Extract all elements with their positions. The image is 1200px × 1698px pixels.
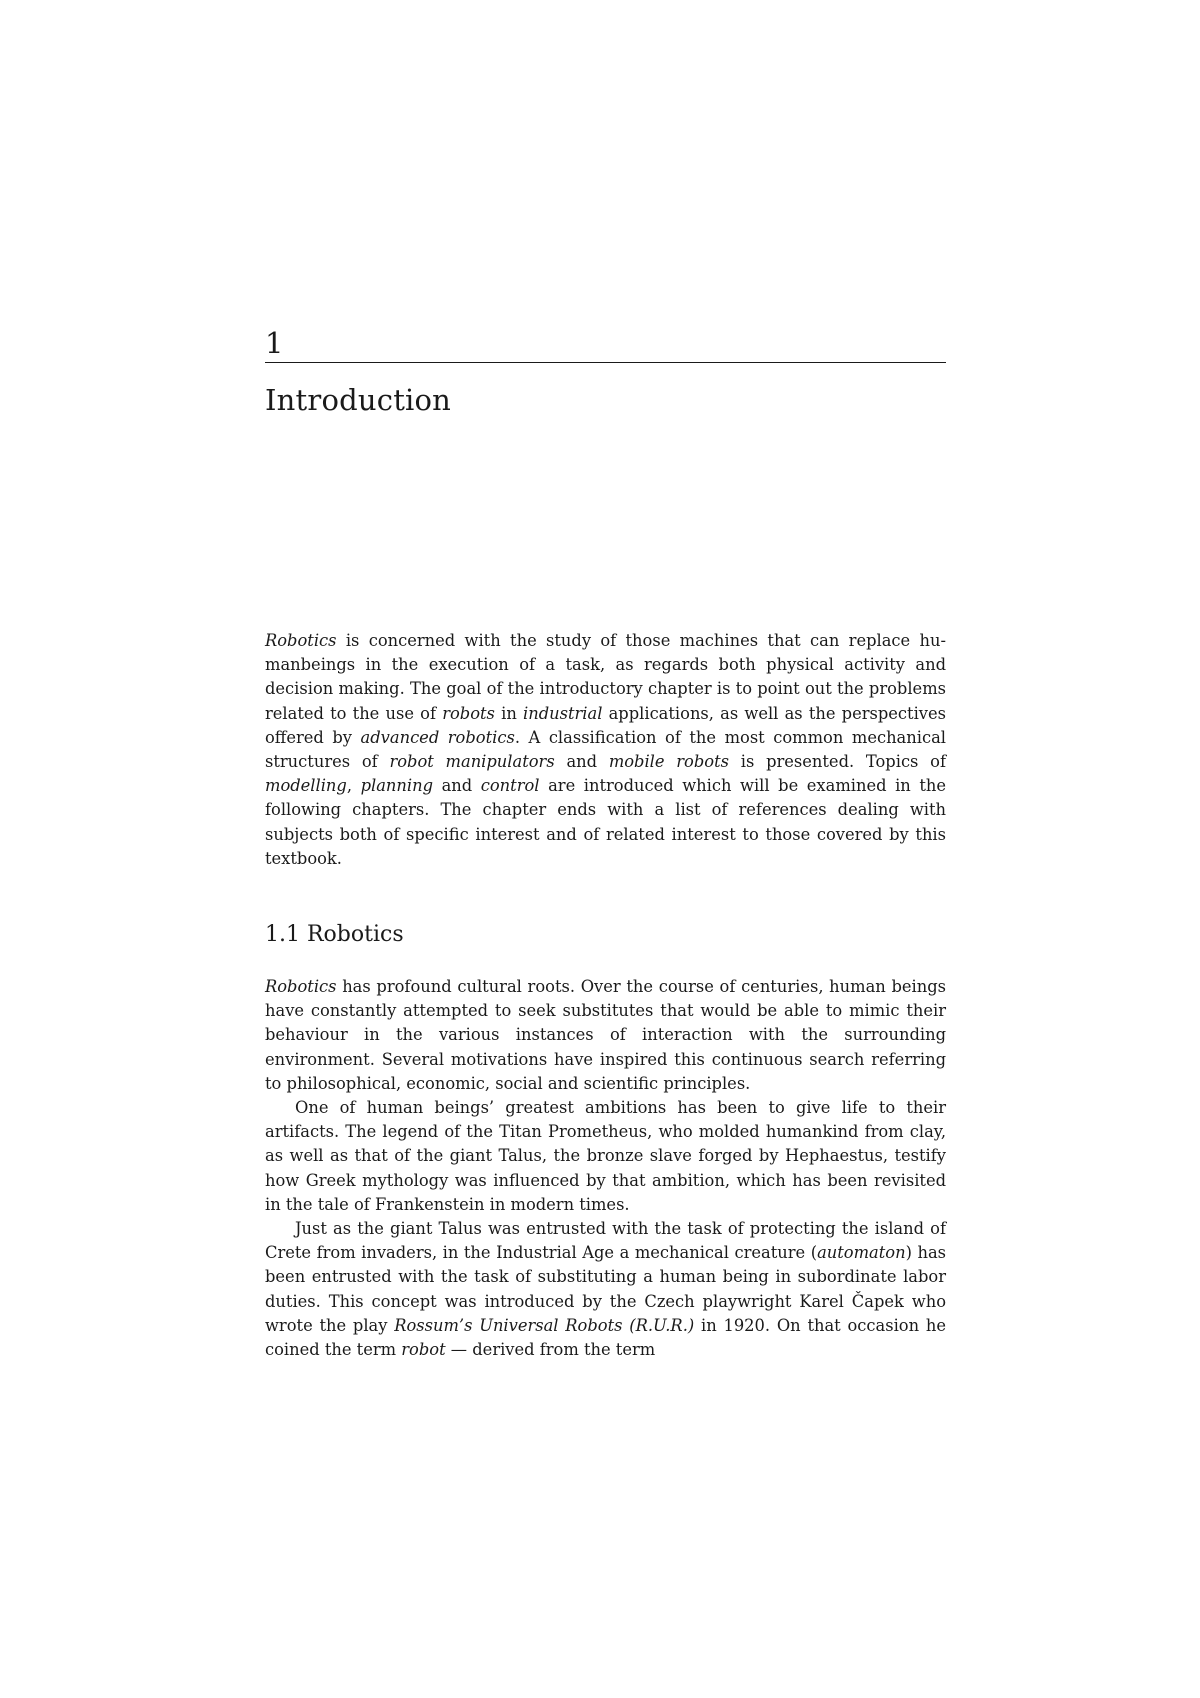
text-run: ) has been entrusted with the task of substituting a human being in subordinate labor duties. This concept was introduced by the Czech playwright Karel Čapek who wrote the play [265,1243,947,1335]
section-body [265,975,946,1362]
text-run: and [554,752,609,772]
emphasized-term: robot manipulators [389,752,555,772]
text-run: has profound cultural roots. Over the course of centuries, human beings have constantly attempted to seek substitutes that would be able to mimic their behaviour in the various instances of interaction with the surrounding environment. Several motivations have inspired this continuous search referring to philosophical, economic, social and scientific principles. [265,977,946,1093]
section-paragraph-2 [265,1096,946,1217]
emphasized-term: advanced robotics [360,727,515,747]
emphasized-term: automaton [817,1243,906,1263]
section-paragraph-1 [265,975,946,1096]
text-run: is concerned with the study of those machines that can replace humanbeings in the execution of a task, as regards both physical activity and decision making. The goal of the introductory chapter is to point out the problems related to the use of [265,631,946,723]
text-run: in [494,703,523,723]
emphasized-term: modelling [265,776,347,796]
text-run: Just as the giant Talus was entrusted with the task of protecting the island of Crete from invaders, in the Industrial Age a mechanical creature ( [265,1219,946,1263]
emphasized-term: robot [401,1340,446,1360]
chapter-title: Introduction [265,383,452,417]
emphasized-term: industrial [523,703,603,723]
emphasized-term: Robotics [265,631,337,650]
section-title: 1.1 Robotics [265,922,404,947]
emphasized-term: Rossum’s Universal Robots (R.U.R.) [394,1315,695,1335]
text-run: in 1920. On that occasion he coined the term [265,1315,946,1360]
emphasized-term: robots [442,703,495,723]
section-paragraph-3 [265,1217,946,1362]
text-run: . A classification of the most common mechanical structures of [265,727,946,772]
text-run: One of human beings’ greatest ambitions has been to give life to their artifacts. The legend of the Titan Prometheus, who molded humankind from clay, as well as that of the giant Talus, the bronze slave forged by Hephaestus, testify how Greek mythology was influenced by that ambition, which has been revisited in the tale of Frankenstein in modern times. [265,1098,946,1214]
text-run: is presented. Topics of [729,752,946,772]
emphasized-term: planning [360,776,434,796]
emphasized-term: mobile robots [608,752,729,772]
text-run: — derived from the term [445,1340,656,1360]
abstract-paragraph [265,629,946,871]
chapter-abstract [265,629,946,871]
emphasized-term: control [480,776,540,796]
chapter-number: 1 [265,326,284,360]
text-run: , [346,776,361,796]
text-run: and [433,776,481,796]
text-run: applications, as well as the perspectives offered by [265,703,946,747]
emphasized-term: Robotics [265,977,337,996]
text-run: are introduced which will be examined in the following chapters. The chapter ends with a list of references dealing with subjects both of specific interest and of related interest to those covered by this textbook. [265,776,946,868]
chapter-rule [265,362,946,363]
